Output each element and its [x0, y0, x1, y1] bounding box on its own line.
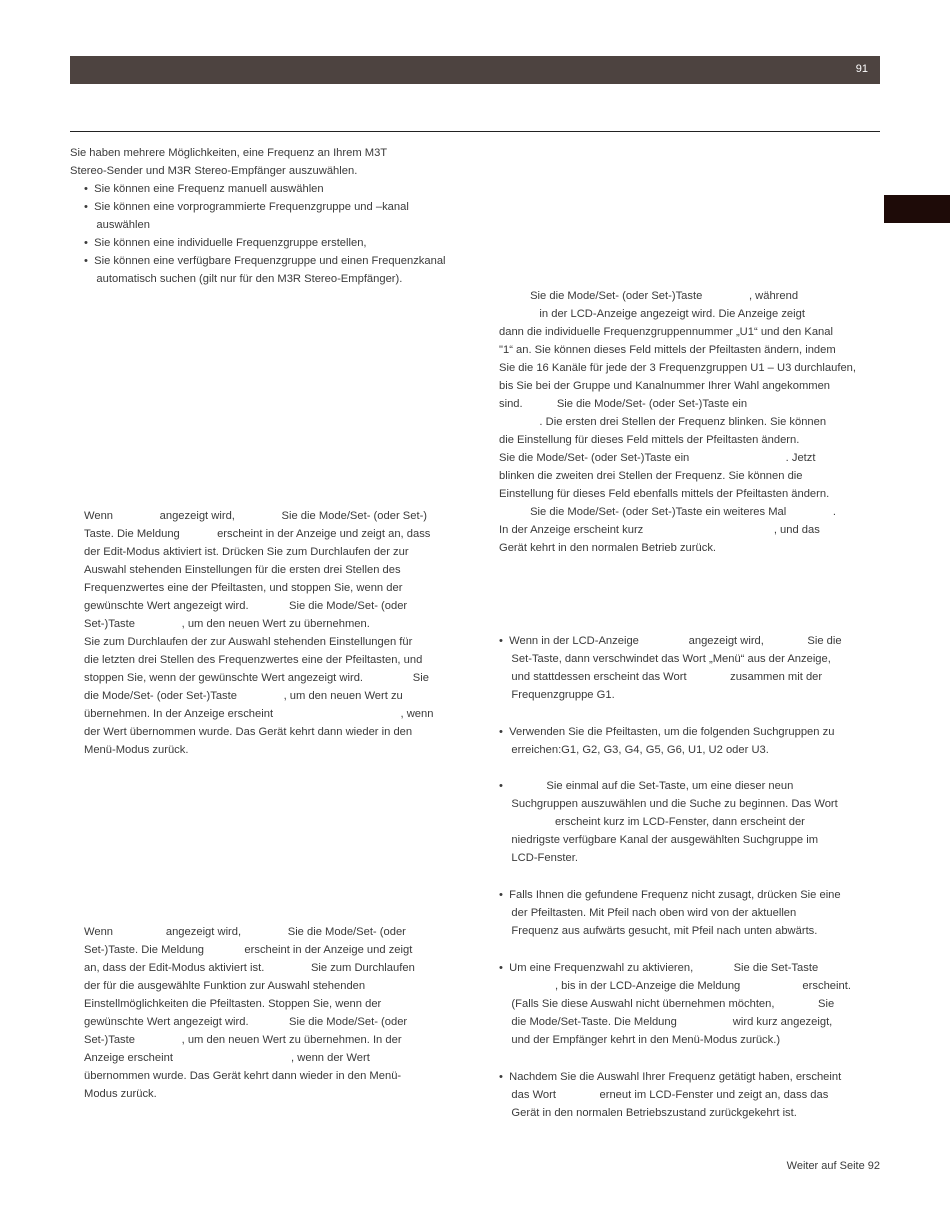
auto-scan-bullet — [499, 1068, 884, 1122]
text-line: Set-)Taste. Die Meldung erscheint in der Anzeige und zeigt — [84, 944, 413, 956]
text-line: Set-)Taste , um den neuen Wert zu übernehmen. — [84, 618, 370, 630]
text-line: • Verwenden Sie die Pfeiltasten, um die folgenden Suchgruppen zu — [499, 726, 835, 738]
text-line: der für die ausgewählte Funktion zur Auswahl stehenden — [84, 980, 366, 992]
text-line: Sie die 16 Kanäle für jede der 3 Frequenzgruppen U1 – U3 durchlaufen, — [499, 362, 856, 374]
intro-line: Sie haben mehrere Möglichkeiten, eine Frequenz an Ihrem M3T — [70, 147, 388, 159]
auto-scan-bullet — [499, 723, 884, 759]
page-number: 91 — [855, 63, 868, 75]
text-line: die letzten drei Stellen des Frequenzwertes eine der Pfeiltasten, und — [84, 654, 423, 666]
text-line: Frequenzgruppe G1. — [499, 689, 615, 701]
auto-scan-bullet — [499, 886, 884, 940]
text-line: erreichen:G1, G2, G3, G4, G5, G6, U1, U2 oder U3. — [499, 744, 769, 756]
text-line: Sie die Mode/Set- (oder Set-)Taste ein weiteres Mal . — [499, 506, 836, 518]
page-header-bar — [70, 56, 880, 84]
text-line: die Mode/Set-Taste. Die Meldung wird kurz angezeigt, — [499, 1016, 833, 1028]
text-line: dann die individuelle Frequenzgruppennummer „U1“ und den Kanal — [499, 326, 833, 338]
continued-on-page: Weiter auf Seite 92 — [786, 1160, 880, 1172]
text-line: Wenn angezeigt wird, Sie die Mode/Set- (oder Set-) — [84, 510, 428, 522]
text-line: Einstellung für dieses Feld ebenfalls mittels der Pfeiltasten ändern. — [499, 488, 830, 500]
text-line: Wenn angezeigt wird, Sie die Mode/Set- (oder — [84, 926, 406, 938]
text-line: sind. Sie die Mode/Set- (oder Set-)Taste ein — [499, 398, 748, 410]
text-line: blinken die zweiten drei Stellen der Frequenz. Sie können die — [499, 470, 803, 482]
text-line: Suchgruppen auszuwählen und die Suche zu beginnen. Das Wort — [499, 798, 838, 810]
text-line: gewünschte Wert angezeigt wird. Sie die Mode/Set- (oder — [84, 1016, 408, 1028]
text-line: Frequenz aus aufwärts gesucht, mit Pfeil nach unten abwärts. — [499, 925, 818, 937]
text-line: , bis in der LCD-Anzeige die Meldung erscheint. — [499, 980, 851, 992]
text-line: (Falls Sie diese Auswahl nicht übernehmen möchten, Sie — [499, 998, 835, 1010]
text-line: der Pfeiltasten. Mit Pfeil nach oben wird von der aktuellen — [499, 907, 797, 919]
preset-group-section — [84, 923, 474, 1103]
text-line: Anzeige erscheint , wenn der Wert — [84, 1052, 370, 1064]
text-line: Einstellmöglichkeiten die Pfeiltasten. Stoppen Sie, wenn der — [84, 998, 382, 1010]
text-line: "1“ an. Sie können dieses Feld mittels der Pfeiltasten ändern, indem — [499, 344, 836, 356]
text-line: Gerät kehrt in den normalen Betrieb zurück. — [499, 542, 717, 554]
text-line: In der Anzeige erscheint kurz , und das — [499, 524, 820, 536]
text-line: Set-)Taste , um den neuen Wert zu übernehmen. In der — [84, 1034, 402, 1046]
intro-bullet: • Sie können eine verfügbare Frequenzgruppe und einen Frequenzkanal — [84, 255, 446, 267]
auto-scan-bullet — [499, 959, 884, 1049]
intro-bullet: • Sie können eine vorprogrammierte Frequenzgruppe und –kanal — [84, 201, 409, 213]
text-line: erscheint kurz im LCD-Fenster, dann erscheint der — [499, 816, 805, 828]
custom-group-section — [499, 287, 884, 557]
intro-block — [70, 144, 470, 288]
text-line: die Mode/Set- (oder Set-)Taste , um den neuen Wert zu — [84, 690, 403, 702]
text-line: und der Empfänger kehrt in den Menü-Modus zurück.) — [499, 1034, 781, 1046]
text-line: Menü-Modus zurück. — [84, 744, 189, 756]
text-line: • Falls Ihnen die gefundene Frequenz nicht zusagt, drücken Sie eine — [499, 889, 841, 901]
text-line: Sie zum Durchlaufen der zur Auswahl stehenden Einstellungen für — [84, 636, 413, 648]
text-line: LCD-Fenster. — [499, 852, 578, 864]
text-line: stoppen Sie, wenn der gewünschte Wert angezeigt wird. Sie — [84, 672, 429, 684]
text-line: Gerät in den normalen Betriebszustand zurückgekehrt ist. — [499, 1107, 797, 1119]
text-line: • Um eine Frequenzwahl zu aktivieren, Sie die Set-Taste — [499, 962, 819, 974]
text-line: Sie die Mode/Set- (oder Set-)Taste , während — [499, 290, 799, 302]
intro-bullet: automatisch suchen (gilt nur für den M3R Stereo-Empfänger). — [84, 273, 403, 285]
text-line: bis Sie bei der Gruppe und Kanalnummer Ihrer Wahl angekommen — [499, 380, 831, 392]
text-line: Auswahl stehenden Einstellungen für die ersten drei Stellen des — [84, 564, 401, 576]
intro-line: Stereo-Sender und M3R Stereo-Empfänger auszuwählen. — [70, 165, 358, 177]
text-line: übernommen wurde. Das Gerät kehrt dann wieder in den Menü- — [84, 1070, 402, 1082]
text-line: niedrigste verfügbare Kanal der ausgewählten Suchgruppe im — [499, 834, 819, 846]
text-line: • Sie einmal auf die Set-Taste, um eine dieser neun — [499, 780, 794, 792]
section-divider — [70, 131, 880, 132]
auto-scan-bullet — [499, 777, 884, 867]
text-line: und stattdessen erscheint das Wort zusammen mit der — [499, 671, 823, 683]
intro-bullet: auswählen — [84, 219, 150, 231]
text-line: • Nachdem Sie die Auswahl Ihrer Frequenz getätigt haben, erscheint — [499, 1071, 842, 1083]
text-line: die Einstellung für dieses Feld mittels der Pfeiltasten ändern. — [499, 434, 800, 446]
intro-bullet: • Sie können eine Frequenz manuell auswählen — [84, 183, 324, 195]
text-line: übernehmen. In der Anzeige erscheint , wenn — [84, 708, 434, 720]
auto-scan-bullet — [499, 632, 884, 704]
text-line: in der LCD-Anzeige angezeigt wird. Die Anzeige zeigt — [499, 308, 805, 320]
text-line: Taste. Die Meldung erscheint in der Anzeige und zeigt an, dass — [84, 528, 431, 540]
text-line: das Wort erneut im LCD-Fenster und zeigt an, dass das — [499, 1089, 829, 1101]
intro-bullet: • Sie können eine individuelle Frequenzgruppe erstellen, — [84, 237, 367, 249]
text-line: der Wert übernommen wurde. Das Gerät kehrt dann wieder in den — [84, 726, 413, 738]
text-line: . Die ersten drei Stellen der Frequenz blinken. Sie können — [499, 416, 827, 428]
manual-frequency-section — [84, 507, 474, 759]
chapter-tab — [884, 195, 950, 223]
text-line: Sie die Mode/Set- (oder Set-)Taste ein . Jetzt — [499, 452, 816, 464]
text-line: Modus zurück. — [84, 1088, 157, 1100]
text-line: Set-Taste, dann verschwindet das Wort „Menü“ aus der Anzeige, — [499, 653, 831, 665]
text-line: • Wenn in der LCD-Anzeige angezeigt wird, Sie die — [499, 635, 842, 647]
text-line: an, dass der Edit-Modus aktiviert ist. Sie zum Durchlaufen — [84, 962, 415, 974]
text-line: Frequenzwertes eine der Pfeiltasten, und stoppen Sie, wenn der — [84, 582, 403, 594]
text-line: gewünschte Wert angezeigt wird. Sie die Mode/Set- (oder — [84, 600, 408, 612]
text-line: der Edit-Modus aktiviert ist. Drücken Sie zum Durchlaufen der zur — [84, 546, 409, 558]
